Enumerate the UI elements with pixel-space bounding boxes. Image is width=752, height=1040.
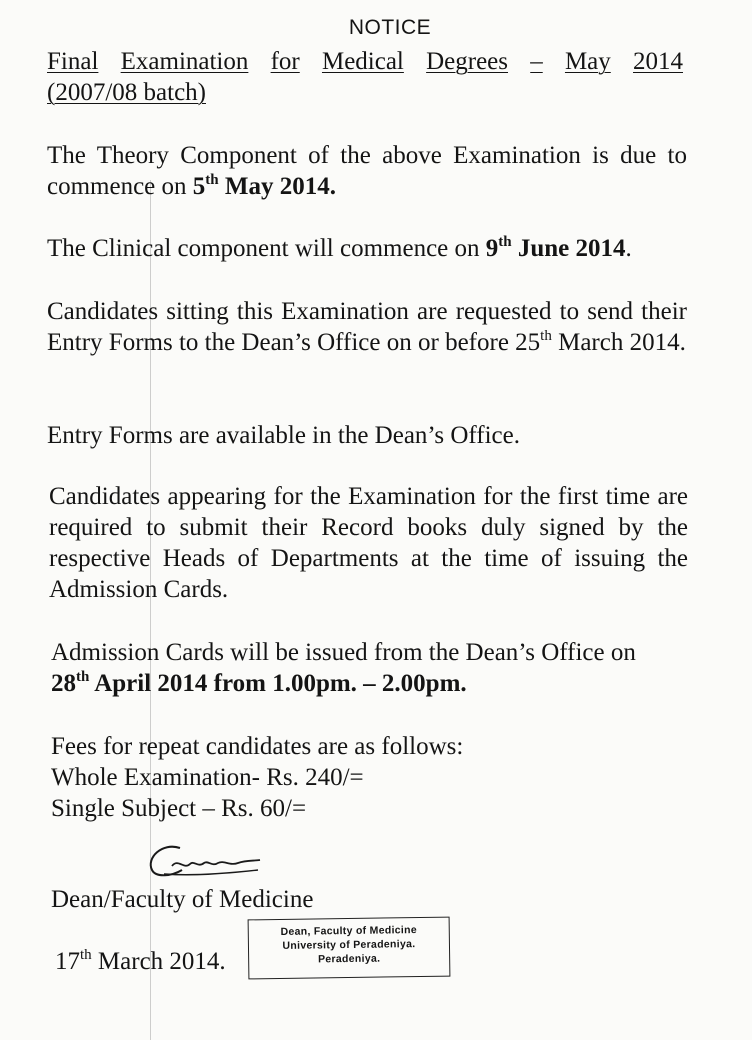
entry-forms-paragraph: Candidates sitting this Examination are requested to send their Entry Forms to the Dean’s Office on or before 25th March 2014. <box>47 298 687 356</box>
title-word: May <box>564 48 611 75</box>
title-line-1 <box>47 46 683 77</box>
theory-paragraph: The Theory Component of the above Examination is due to commence on 5th May 2014. <box>47 142 687 200</box>
signatory: Dean/Faculty of Medicine <box>51 886 314 913</box>
clinical-date: 9th June 2014 <box>485 234 626 262</box>
record-books-paragraph: Candidates appearing for the Examination for the first time are required to submit their Record books duly signed by the respective Heads of Departments at the time of issuing the Admission Cards. <box>49 483 688 603</box>
fee-whole-examination: Whole Examination- Rs. 240/= <box>51 764 364 791</box>
dean-signature <box>142 836 262 886</box>
title-word: Degrees <box>426 48 509 75</box>
fees-section <box>51 731 651 824</box>
office-stamp: Dean, Faculty of Medicine University of Peradeniya. Peradeniya. <box>248 917 451 980</box>
admission-date: 28th April 2014 from 1.00pm. – 2.00pm. <box>51 669 467 697</box>
title-line-2: (2007/08 batch) <box>47 79 206 106</box>
fees-intro: Fees for repeat candidates are as follows: <box>51 733 464 760</box>
title-word: for <box>270 48 300 75</box>
title-word: Examination <box>120 48 249 75</box>
availability-paragraph: Entry Forms are available in the Dean’s Office. <box>47 422 520 449</box>
notice-date: 17th March 2014. <box>55 947 226 975</box>
title-word: 2014 <box>633 48 683 75</box>
theory-date: 5th May 2014. <box>192 172 336 200</box>
fee-single-subject: Single Subject – Rs. 60/= <box>51 795 307 822</box>
admission-paragraph: Admission Cards will be issued from the Dean’s Office on 28th April 2014 from 1.00pm. – 2.00pm. <box>51 639 636 697</box>
title-word: Medical <box>321 48 404 75</box>
title-word: – <box>530 48 543 75</box>
notice-heading: NOTICE <box>348 16 432 39</box>
clinical-paragraph: The Clinical component will commence on 9th June 2014. <box>47 234 632 262</box>
title-word: Final <box>47 48 99 75</box>
notice-title <box>47 46 687 108</box>
